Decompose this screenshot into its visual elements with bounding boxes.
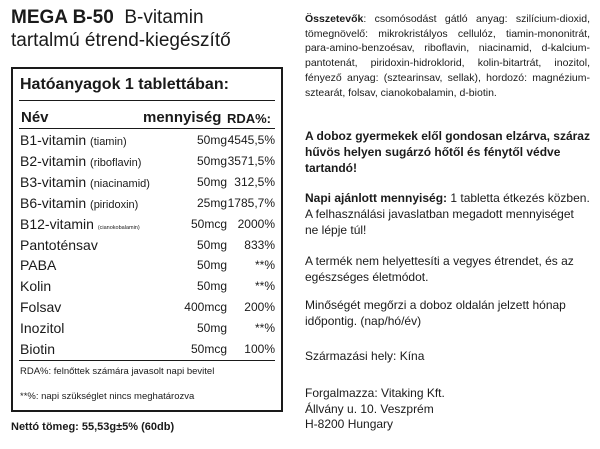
column-amount-header: mennyiség [143,109,222,126]
origin: Származási hely: Kína [305,349,425,363]
nutrient-label: B12-vitamin [20,215,94,232]
nutrient-name [20,237,98,253]
table-row [19,173,275,193]
divider [19,100,275,101]
nutrient-amount: 50mg [196,133,227,147]
nutrient-name [20,216,140,232]
not-substitute-note: A termék nem helyettesíti a vegyes étrendet, és az egészséges életmódot. [305,254,574,284]
table-row [19,256,275,276]
ingredients-text: Összetevők: csomósodást gátló anyag: szilícium-dioxid, tömegnövelő: mikrokristályos cellulóz, tiamin-mononitrát, para-amino-benzoésav, riboflavin, niacinamid, d-kalcium-pantotenát, piridoxin-hidroklorid, kolin-bitartrát, inozitol, fényező anyag: (sztearinsav, sellak), hordozó: magnézium-sztearát, folsav, cianokobalamin, d-biotin. [305,13,590,99]
product-title [11,7,204,29]
product-subtitle: tartalmú étrend-kiegészítő [11,30,231,51]
nutrient-rda: 2000% [237,216,275,231]
nutrient-label: B6-vitamin [20,194,87,211]
dose-label: Napi ajánlott mennyiség: [305,191,448,205]
nutrient-label: PABA [20,257,57,274]
nutrient-name [20,299,61,315]
nutrient-name [20,278,51,294]
best-before-note: Minőségét megőrzi a doboz oldalán jelzett hónap időpontig. (nap/hó/év) [305,298,566,328]
nutrient-amount: 50mg [196,174,227,189]
table-row [19,194,275,214]
nutrient-name [20,132,127,148]
distributor-line: Állvány u. 10. Veszprém [305,401,434,416]
nutrient-chemical-name: (niacinamid) [90,177,150,190]
nutrient-amount: 50mg [196,153,227,168]
nutrient-amount: 50mcg [190,342,227,356]
nutrient-amount: 25mg [196,195,227,210]
distributor-line: Forgalmazza: Vitaking Kft. [305,386,445,400]
nutrient-name [20,153,141,169]
nutrition-table [11,67,283,412]
nutrient-rda: 1785,7% [227,195,275,210]
table-row [19,298,275,318]
nutrient-amount: 400mcg [184,300,227,315]
storage-warning: A doboz gyermekek elől gondosan elzárva, száraz hűvös helyen sugárzó hőtől és fénytől védve tartandó! [305,129,590,175]
daily-dose: Napi ajánlott mennyiség: 1 tabletta étkezés közben. A felhasználási javaslatban megadott mennyiséget ne lépje túl! [305,191,590,237]
nutrient-rda: **% [254,258,275,273]
net-weight: Nettó tömeg: 55,53g±5% (60db) [11,421,175,433]
nutrient-amount: 50mg [196,279,227,294]
table-heading: Hatóanyagok 1 tablettában: [20,76,229,93]
nutrient-amount: 50mg [196,321,227,336]
rda-note: RDA%: felnőttek számára javasolt napi bevitel [20,366,215,377]
nutrient-name [20,257,56,273]
nutrient-amount: 50mg [196,258,227,273]
nutrient-chemical-name: (tiamin) [90,136,127,148]
nutrient-name [20,341,55,357]
nutrient-name [20,195,138,211]
nutrient-rda: 833% [244,237,275,252]
nutrient-chemical-name: (riboflavin) [90,156,142,169]
table-row [19,152,275,172]
nutrient-label: Inozitol [20,320,65,337]
column-rda-header: RDA%: [226,111,271,126]
table-row [19,236,275,256]
nutrient-label: Kolin [20,278,52,295]
divider [19,128,275,129]
nutrient-chemical-name: (cianokobalamin) [97,224,140,231]
nutrient-rda: **% [254,321,275,336]
divider [19,360,275,361]
table-row [19,319,275,339]
nutrient-rda: 4545,5% [227,133,275,147]
nutrient-label: B3-vitamin [20,173,87,190]
nutrient-rda: 3571,5% [227,153,275,168]
column-name-header: Név [21,109,49,126]
nutrient-label: Pantoténsav [20,236,98,253]
table-row [19,277,275,297]
nutrient-name [20,320,64,336]
nutrient-chemical-name: (piridoxin) [90,198,139,211]
nutrient-rda: **% [254,279,275,294]
table-row [19,131,275,151]
nutrient-name [20,174,150,190]
nutrient-rda: 100% [244,342,275,356]
ingredients-label: Összetevők [305,13,364,25]
product-type: B-vitamin [124,7,204,28]
nutrient-label: Biotin [20,341,56,357]
nutrient-amount: 50mg [196,237,227,252]
brand-name: MEGA B-50 [11,7,114,28]
nutrient-rda: 312,5% [234,174,275,189]
nutrient-amount: 50mcg [190,216,227,231]
distributor-line: H-8200 Hungary [305,417,394,431]
nutrient-label: B1-vitamin [20,132,87,148]
nutrient-rda: 200% [244,300,275,315]
nutrient-label: B2-vitamin [20,152,87,169]
asterisk-note: **%: napi szükséglet nincs meghatározva [20,391,195,402]
table-row [19,215,275,235]
table-row [19,340,275,360]
distributor [305,386,590,433]
nutrient-label: Folsav [20,299,62,316]
